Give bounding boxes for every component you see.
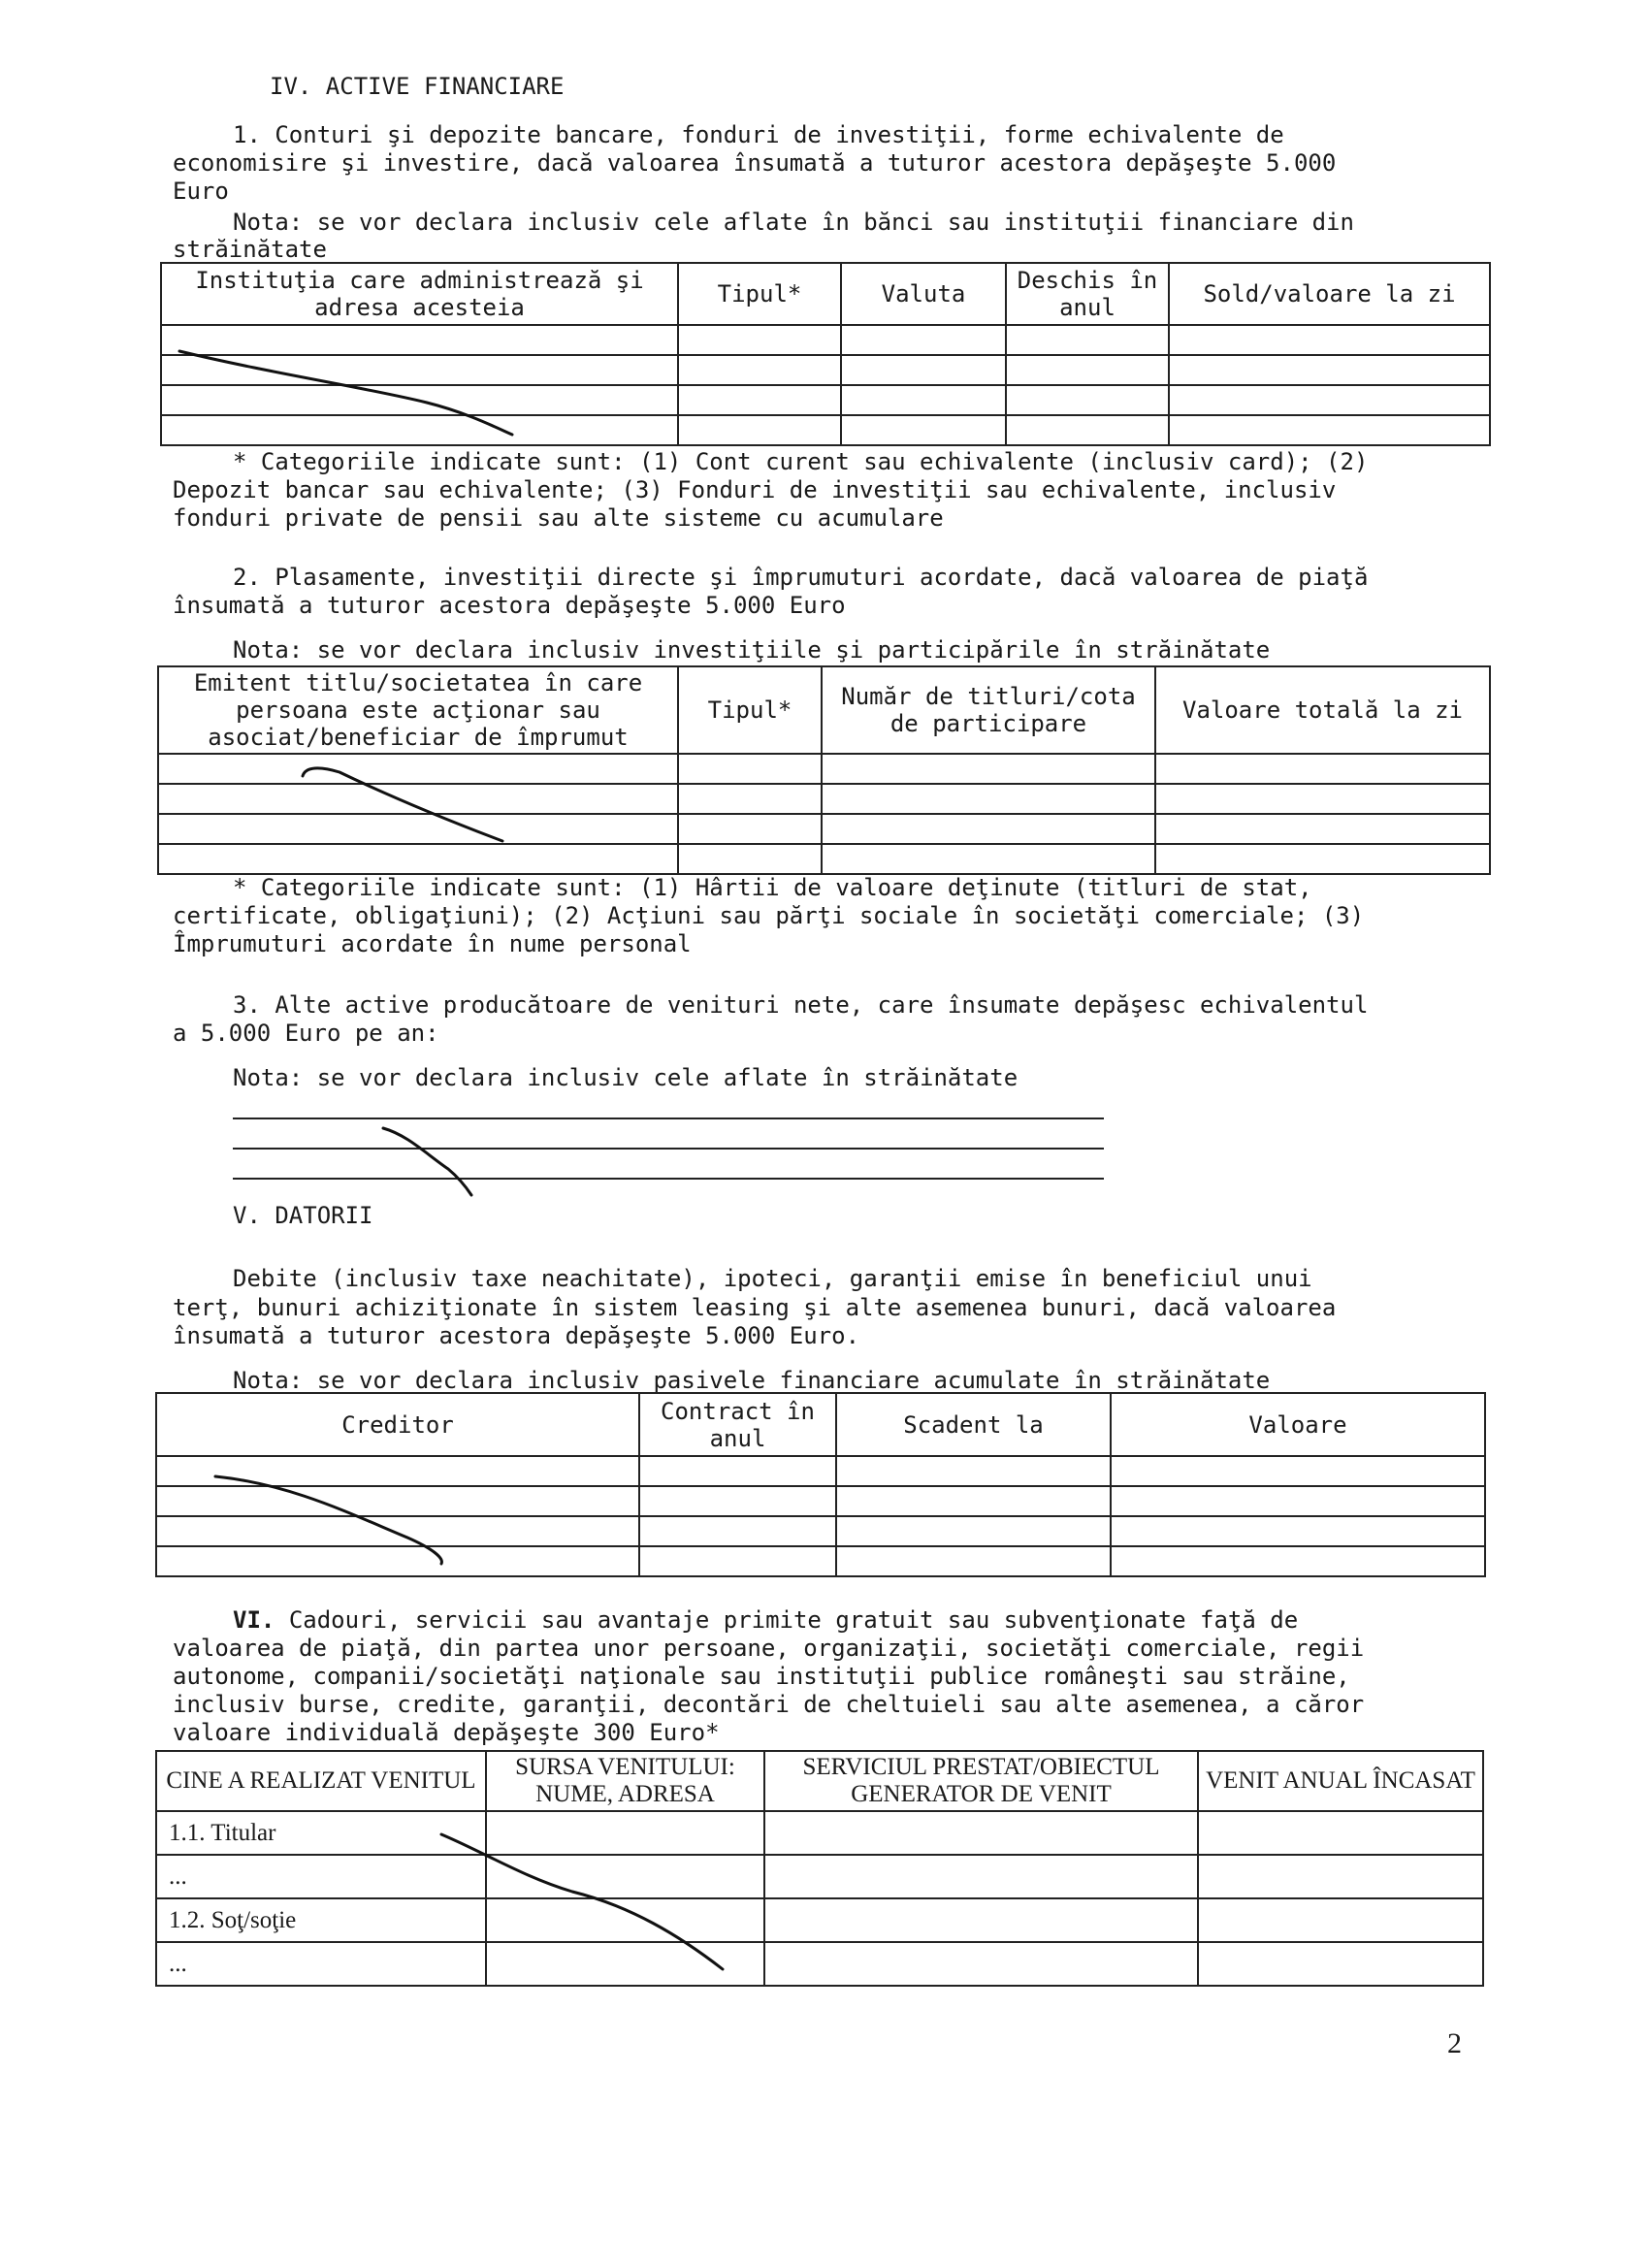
table-row	[161, 325, 1490, 355]
investments-table	[157, 665, 1491, 875]
section-title-active-financiare: IV. ACTIVE FINANCIARE	[270, 73, 565, 100]
footnote-1: Depozit bancar sau echivalente; (3) Fonduri de investiţii sau echivalente, inclusiv	[173, 476, 1337, 503]
note-datorii: Nota: se vor declara inclusiv pasivele financiare acumulate în străinătate	[233, 1367, 1271, 1394]
table-row	[156, 1942, 1483, 1986]
footnote-2: Împrumuturi acordate în nume personal	[173, 930, 692, 957]
header-scadent: Scadent la	[836, 1393, 1111, 1456]
footnote-2: * Categoriile indicate sunt: (1) Hârtii de valoare deţinute (titluri de stat,	[233, 874, 1312, 901]
table-row	[156, 1898, 1483, 1942]
row-label: ...	[156, 1942, 486, 1986]
header-sursa: SURSA VENITULUI: NUME, ADRESA	[486, 1751, 764, 1811]
header-deschis: Deschis în anul	[1006, 263, 1169, 325]
table-row	[156, 1456, 1485, 1486]
table-row	[156, 1546, 1485, 1576]
datorii-paragraph-line: Debite (inclusiv taxe neachitate), ipoteci, garanţii emise în beneficiul unui	[233, 1265, 1312, 1292]
cadouri-paragraph-line	[233, 1605, 1298, 1635]
paragraph-1-line: 1. Conturi şi depozite bancare, fonduri de investiţii, forme echivalente de	[233, 121, 1284, 148]
cadouri-text: Cadouri, servicii sau avantaje primite gratuit sau subvenţionate faţă de	[288, 1606, 1299, 1634]
paragraph-3-line: a 5.000 Euro pe an:	[173, 1020, 439, 1047]
footnote-2: certificate, obligaţiuni); (2) Acţiuni sau părţi sociale în societăţi comerciale; (3)	[173, 902, 1365, 929]
table-row	[158, 844, 1490, 874]
table-row	[158, 754, 1490, 784]
page-number: 2	[1447, 2027, 1462, 2059]
header-tipul: Tipul*	[678, 666, 822, 754]
cadouri-paragraph-line: valoare individuală depăşeşte 300 Euro*	[173, 1719, 720, 1746]
table-row	[156, 1516, 1485, 1546]
blank-line	[233, 1178, 1104, 1180]
section-title-datorii: V. DATORII	[233, 1202, 373, 1229]
blank-line	[233, 1148, 1104, 1150]
header-sold: Sold/valoare la zi	[1169, 263, 1490, 325]
row-label: 1.1. Titular	[156, 1811, 486, 1855]
header-valoare-totala: Valoare totală la zi	[1155, 666, 1490, 754]
row-label: ...	[156, 1855, 486, 1898]
header-numar-titluri: Număr de titluri/cota de participare	[822, 666, 1155, 754]
cadouri-paragraph-line: autonome, companii/societăţi naţionale sau instituţii publice româneşti sau străine,	[173, 1663, 1350, 1690]
row-label: 1.2. Soţ/soţie	[156, 1898, 486, 1942]
header-tipul: Tipul*	[678, 263, 841, 325]
header-emitent: Emitent titlu/societatea în care persoana este acţionar sau asociat/beneficiar de împrumut	[158, 666, 678, 754]
strike-mark	[383, 1128, 471, 1195]
footnote-1: fonduri private de pensii sau alte sisteme cu acumulare	[173, 504, 944, 532]
header-serviciul: SERVICIUL PRESTAT/OBIECTUL GENERATOR DE VENIT	[764, 1751, 1198, 1811]
bank-accounts-table	[160, 262, 1491, 446]
blank-line	[233, 1118, 1104, 1119]
header-contract: Contract în anul	[639, 1393, 836, 1456]
datorii-paragraph-line: terţ, bunuri achiziţionate în sistem leasing şi alte asemenea bunuri, dacă valoarea	[173, 1294, 1337, 1321]
header-venit: VENIT ANUAL ÎNCASAT	[1198, 1751, 1483, 1811]
table-row	[156, 1855, 1483, 1898]
header-institutia: Instituţia care administrează şi adresa acesteia	[161, 263, 678, 325]
table-row	[158, 784, 1490, 814]
header-cine: CINE A REALIZAT VENITUL	[156, 1751, 486, 1811]
paragraph-2-line: însumată a tuturor acestora depăşeşte 5.000 Euro	[173, 592, 846, 619]
header-creditor: Creditor	[156, 1393, 639, 1456]
header-valoare: Valoare	[1111, 1393, 1485, 1456]
cadouri-paragraph-line: inclusiv burse, credite, garanţii, decontări de cheltuieli sau alte asemenea, a căror	[173, 1691, 1365, 1718]
datorii-paragraph-line: însumată a tuturor acestora depăşeşte 5.000 Euro.	[173, 1322, 860, 1349]
section-title-vi: VI.	[233, 1606, 275, 1634]
table-row	[156, 1486, 1485, 1516]
cadouri-paragraph-line: valoarea de piaţă, din partea unor persoane, organizaţii, societăţi comerciale, regii	[173, 1635, 1365, 1662]
table-row	[161, 355, 1490, 385]
paragraph-1-line: Euro	[173, 178, 229, 205]
table-row	[161, 415, 1490, 445]
header-valuta: Valuta	[841, 263, 1006, 325]
table-row	[161, 385, 1490, 415]
paragraph-3-line: 3. Alte active producătoare de venituri nete, care însumate depăşesc echivalentul	[233, 991, 1369, 1019]
footnote-1: * Categoriile indicate sunt: (1) Cont curent sau echivalente (inclusiv card); (2)	[233, 448, 1369, 475]
note-1: străinătate	[173, 236, 327, 263]
gifts-table	[155, 1750, 1484, 1987]
debts-table	[155, 1392, 1486, 1577]
paragraph-2-line: 2. Plasamente, investiţii directe şi împrumuturi acordate, dacă valoarea de piaţă	[233, 564, 1369, 591]
note-2: Nota: se vor declara inclusiv investiţiile şi participările în străinătate	[233, 636, 1271, 664]
table-row	[158, 814, 1490, 844]
note-1: Nota: se vor declara inclusiv cele aflate în bănci sau instituţii financiare din	[233, 209, 1354, 236]
table-row	[156, 1811, 1483, 1855]
paragraph-1-line: economisire şi investire, dacă valoarea însumată a tuturor acestora depăşeşte 5.000	[173, 149, 1337, 177]
note-3: Nota: se vor declara inclusiv cele aflate în străinătate	[233, 1064, 1018, 1091]
